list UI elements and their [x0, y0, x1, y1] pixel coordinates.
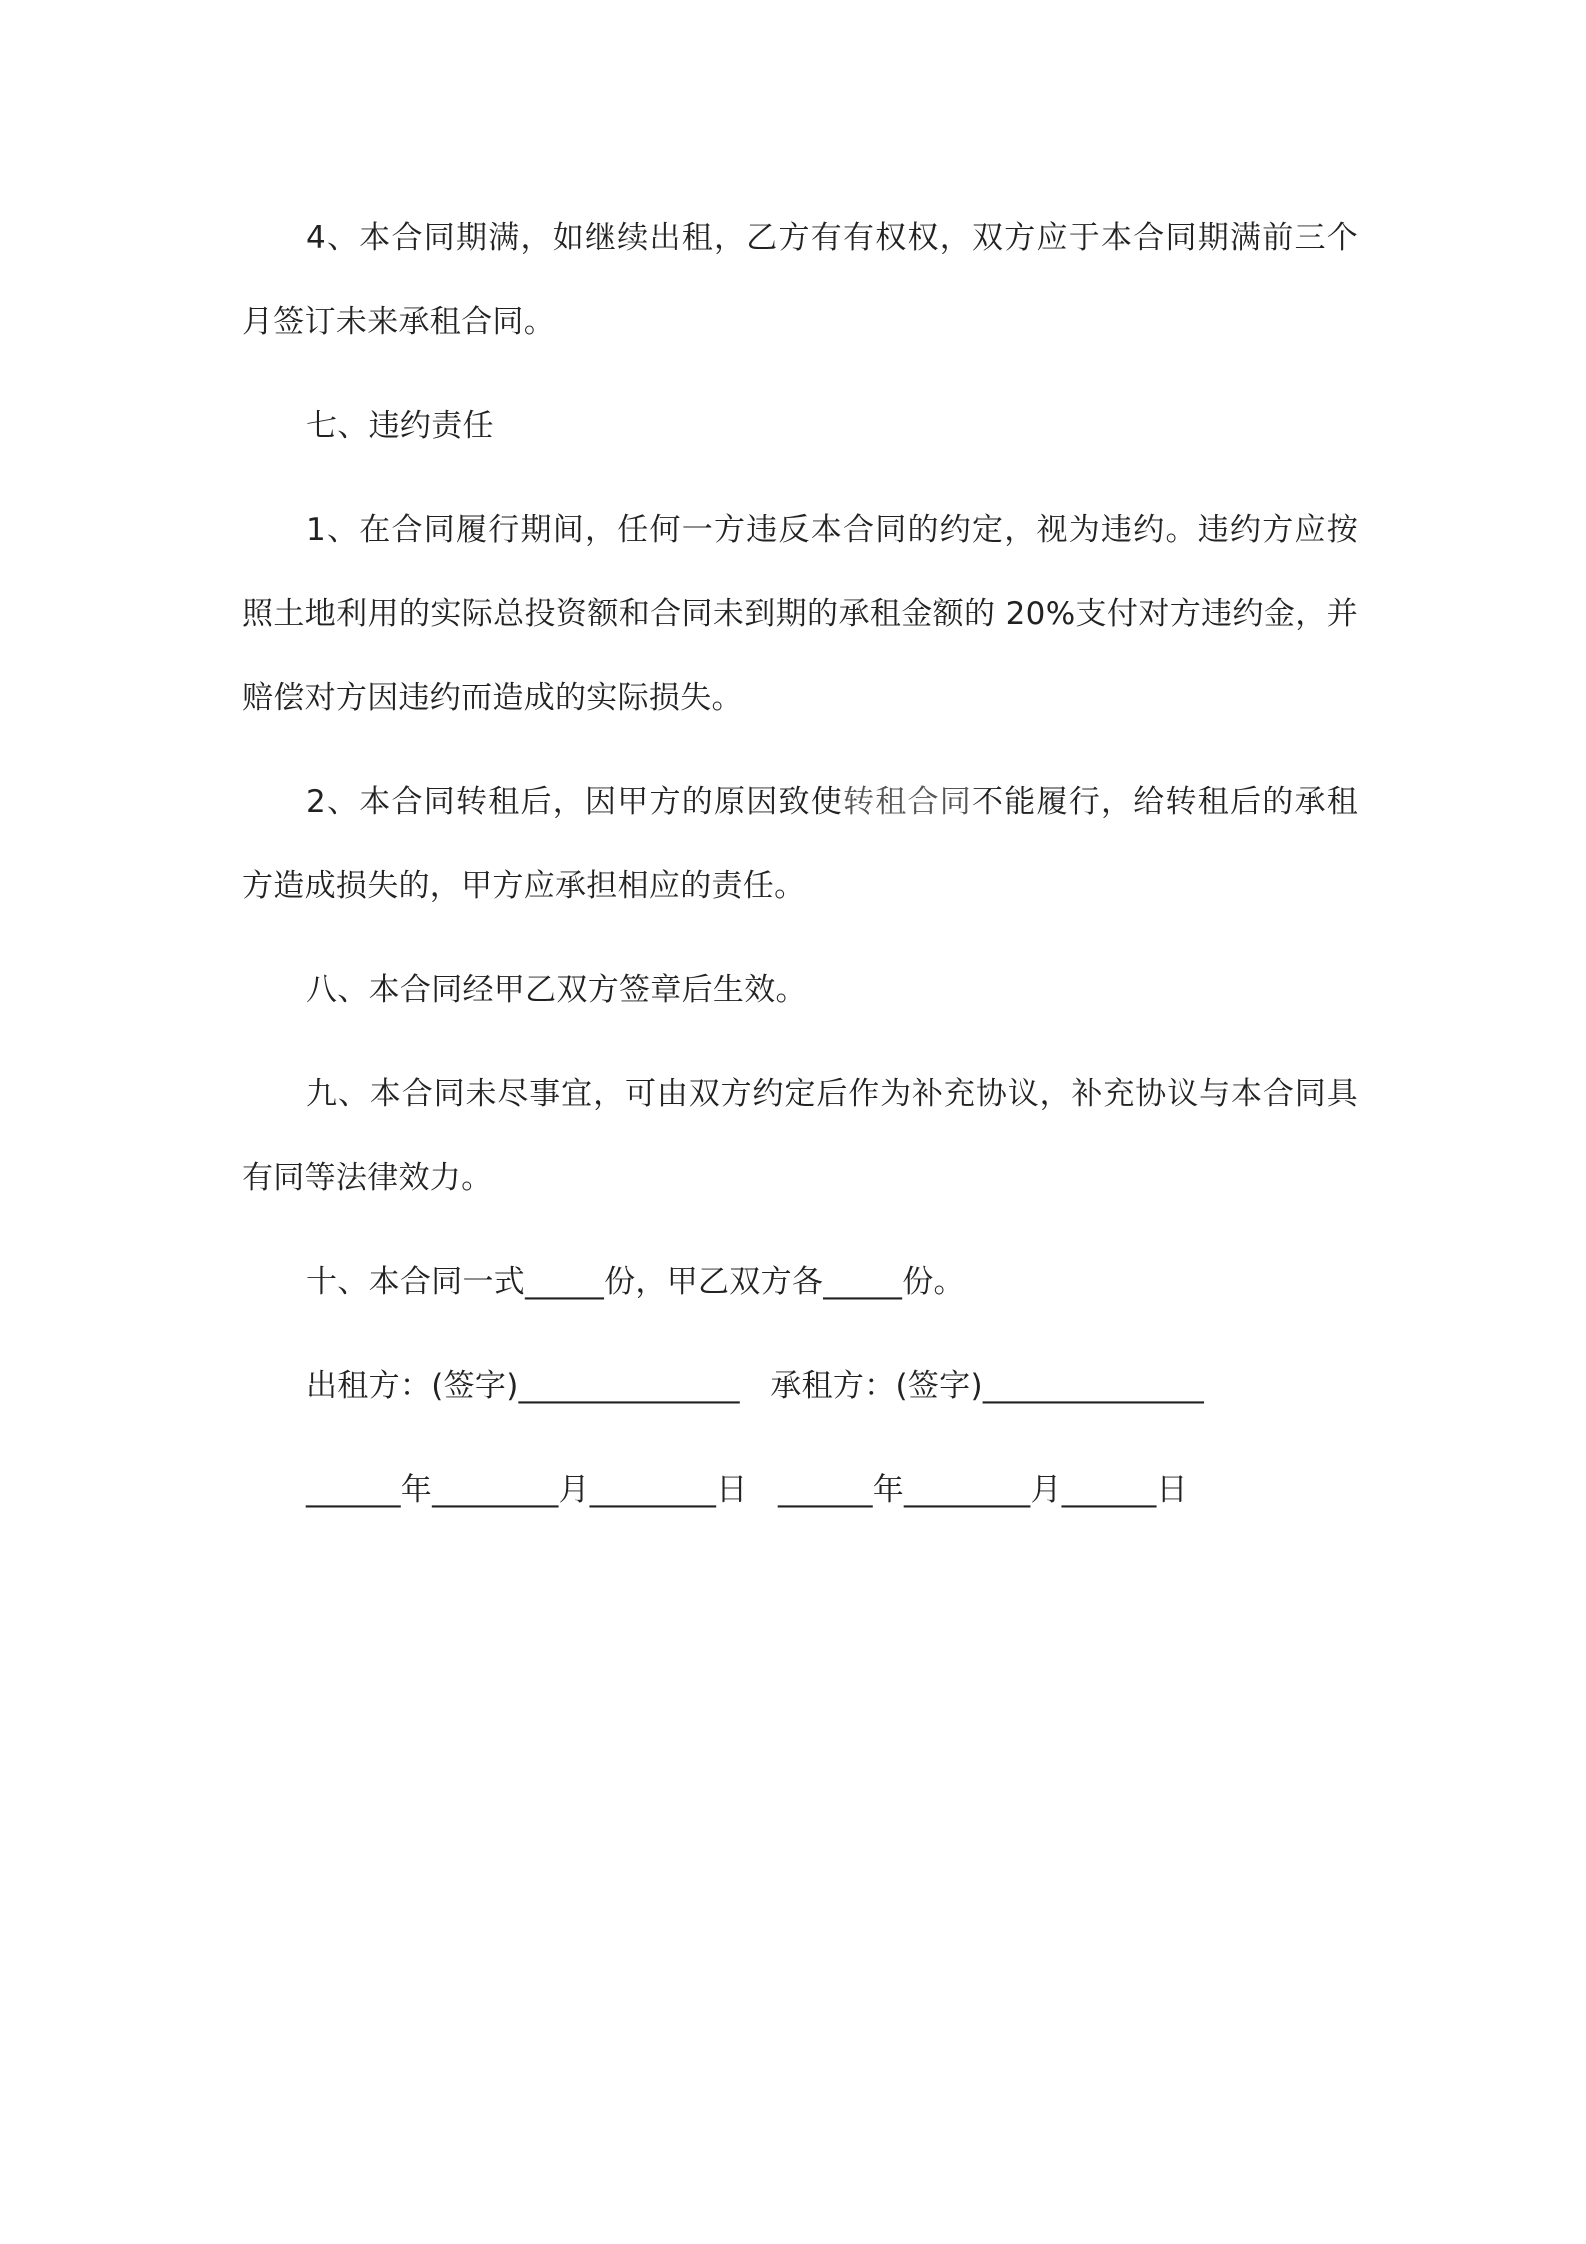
section-8: 八、本合同经甲乙双方签章后生效。: [306, 972, 807, 1008]
signature-line: 出租方：(签字)______________ 承租方：(签字)______________: [306, 1368, 1205, 1404]
clause-4: 4、本合同期满，如继续出租，乙方有有权权，双方应于本合同期满前三个月签订未来承租合同。: [242, 220, 1358, 340]
document-body: [242, 196, 1358, 1532]
clause-7-2: [242, 760, 1358, 928]
clause-7-1: 1、在合同履行期间，任何一方违反本合同的约定，视为违约。违约方应按照土地利用的实际总投资额和合同未到期的承租金额的 20%支付对方违约金，并赔偿对方因违约而造成的实际损失。: [242, 512, 1358, 716]
clause-7-2-text-after: 不能履行，给转租后的承租方造成损失的，甲方应承担相应的责任。: [242, 784, 1358, 904]
section-9: 九、本合同未尽事宜，可由双方约定后作为补充协议，补充协议与本合同具有同等法律效力。: [242, 1076, 1358, 1196]
sublease-contract-link[interactable]: 转租合同: [842, 784, 972, 820]
clause-7-2-text-before: 2、本合同转租后，因甲方的原因致使: [306, 784, 843, 820]
date-line: ______年________月________日 ______年________月______日: [306, 1472, 1188, 1508]
section-10: 十、本合同一式_____份，甲乙双方各_____份。: [306, 1264, 965, 1300]
section-7-title: 七、违约责任: [306, 408, 494, 444]
